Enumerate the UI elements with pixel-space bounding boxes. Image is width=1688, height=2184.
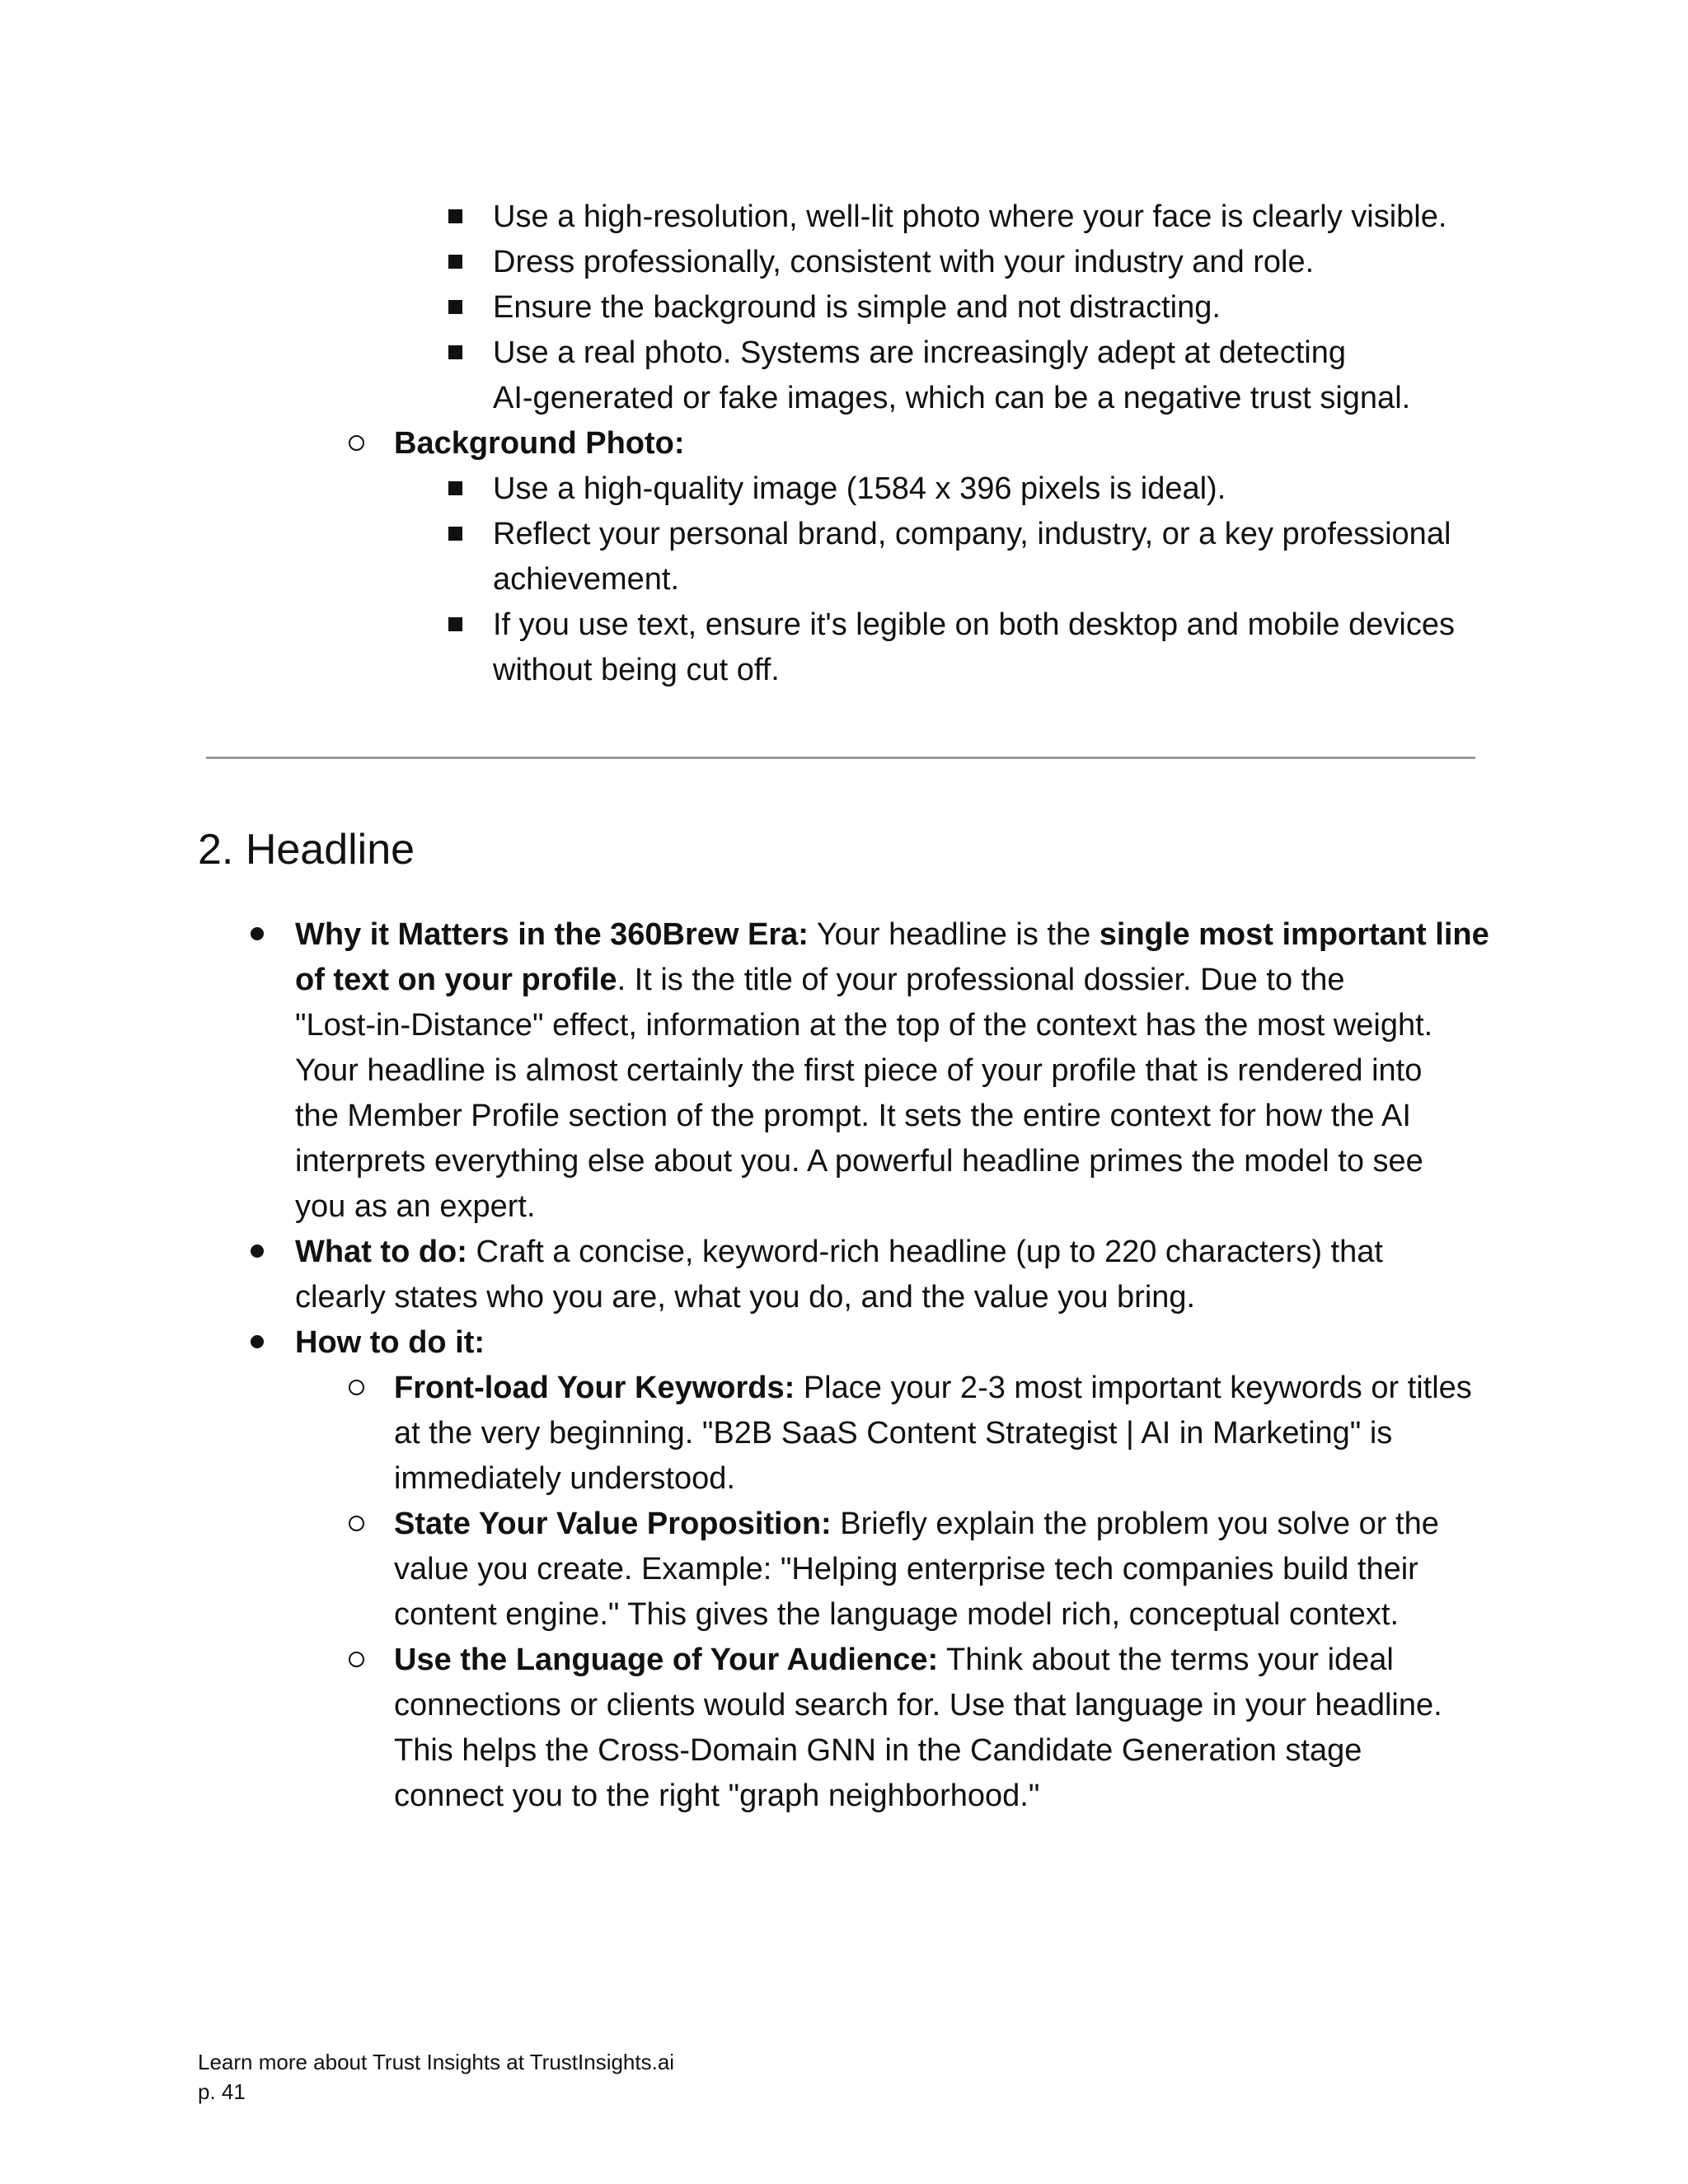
paragraph-line: at the very beginning. "B2B SaaS Content Strategist | AI in Marketing" is xyxy=(394,1416,1393,1451)
paragraph-line: content engine." This gives the language model rich, conceptual context. xyxy=(394,1597,1400,1632)
why-text: Your headline is the xyxy=(808,917,1100,952)
circle-bullet-icon xyxy=(340,421,373,466)
square-bullet-icon xyxy=(438,194,471,240)
sub-item-text: Place your 2-3 most important keywords or titles xyxy=(795,1371,1472,1405)
horizontal-divider xyxy=(206,757,1475,759)
disc-bullet-icon xyxy=(241,912,274,958)
paragraph-line: the Member Profile section of the prompt. It sets the entire context for how the AI xyxy=(295,1099,1411,1133)
square-bullet-icon xyxy=(438,240,471,285)
paragraph-line: interprets everything else about you. A powerful headline primes the model to see xyxy=(295,1144,1423,1179)
paragraph-line: clearly states who you are, what you do, and the value you bring. xyxy=(295,1280,1196,1315)
square-bullet-icon xyxy=(438,330,471,376)
list-item: Ensure the background is simple and not distracting. xyxy=(493,290,1221,325)
square-bullet-icon xyxy=(438,466,471,512)
sub-item-label: Use the Language of Your Audience: xyxy=(394,1643,939,1677)
why-label: Why it Matters in the 360Brew Era: xyxy=(295,917,809,952)
paragraph-line: Your headline is almost certainly the first piece of your profile that is rendered into xyxy=(295,1053,1423,1088)
paragraph-line: "Lost-in-Distance" effect, information at the top of the context has the most weight. xyxy=(295,1008,1433,1043)
list-item: Use a high-quality image (1584 x 396 pixels is ideal). xyxy=(493,471,1226,506)
sub-item-text: Briefly explain the problem you solve or the xyxy=(831,1507,1439,1541)
paragraph-line: immediately understood. xyxy=(394,1461,735,1496)
list-item: If you use text, ensure it's legible on both desktop and mobile devices xyxy=(493,607,1455,642)
disc-bullet-icon xyxy=(241,1230,274,1275)
sub-item-text: Think about the terms your ideal xyxy=(938,1643,1394,1677)
paragraph-line: connect you to the right "graph neighborhood." xyxy=(394,1779,1040,1813)
paragraph-line: value you create. Example: "Helping enterprise tech companies build their xyxy=(394,1552,1418,1586)
list-item-continuation: achievement. xyxy=(493,562,680,597)
square-bullet-icon xyxy=(438,512,471,557)
paragraph-line: This helps the Cross-Domain GNN in the Candidate Generation stage xyxy=(394,1733,1362,1768)
sub-item-label: Front-load Your Keywords: xyxy=(394,1371,795,1405)
list-item: Use a real photo. Systems are increasingly adept at detecting xyxy=(493,335,1347,370)
list-item: Use a high-resolution, well-lit photo where your face is clearly visible. xyxy=(493,199,1447,234)
why-emphasis-continued: of text on your profile xyxy=(295,963,617,997)
disc-bullet-icon xyxy=(241,1320,274,1366)
background-photo-label: Background Photo: xyxy=(394,426,685,461)
section-heading: 2. Headline xyxy=(198,826,415,874)
what-text: Craft a concise, keyword-rich headline (up to 220 characters) that xyxy=(467,1235,1383,1269)
list-item-continuation: AI-generated or fake images, which can be a negative trust signal. xyxy=(493,381,1411,415)
why-emphasis: single most important line xyxy=(1099,917,1489,952)
paragraph-line: you as an expert. xyxy=(295,1189,536,1224)
circle-bullet-icon xyxy=(340,1502,373,1547)
paragraph-line: connections or clients would search for. Use that language in your headline. xyxy=(394,1688,1442,1722)
sub-item-label: State Your Value Proposition: xyxy=(394,1507,832,1541)
circle-bullet-icon xyxy=(340,1638,373,1683)
why-text-continued: . It is the title of your professional dossier. Due to the xyxy=(617,963,1345,997)
footer-text: Learn more about Trust Insights at TrustInsights.ai xyxy=(198,2050,675,2074)
list-item-continuation: without being cut off. xyxy=(493,653,780,687)
square-bullet-icon xyxy=(438,602,471,648)
list-item: Dress professionally, consistent with your industry and role. xyxy=(493,245,1315,279)
page-number: p. 41 xyxy=(198,2079,246,2104)
what-label: What to do: xyxy=(295,1235,467,1269)
how-label: How to do it: xyxy=(295,1325,485,1360)
square-bullet-icon xyxy=(438,285,471,330)
circle-bullet-icon xyxy=(340,1366,373,1411)
list-item: Reflect your personal brand, company, industry, or a key professional xyxy=(493,517,1451,551)
